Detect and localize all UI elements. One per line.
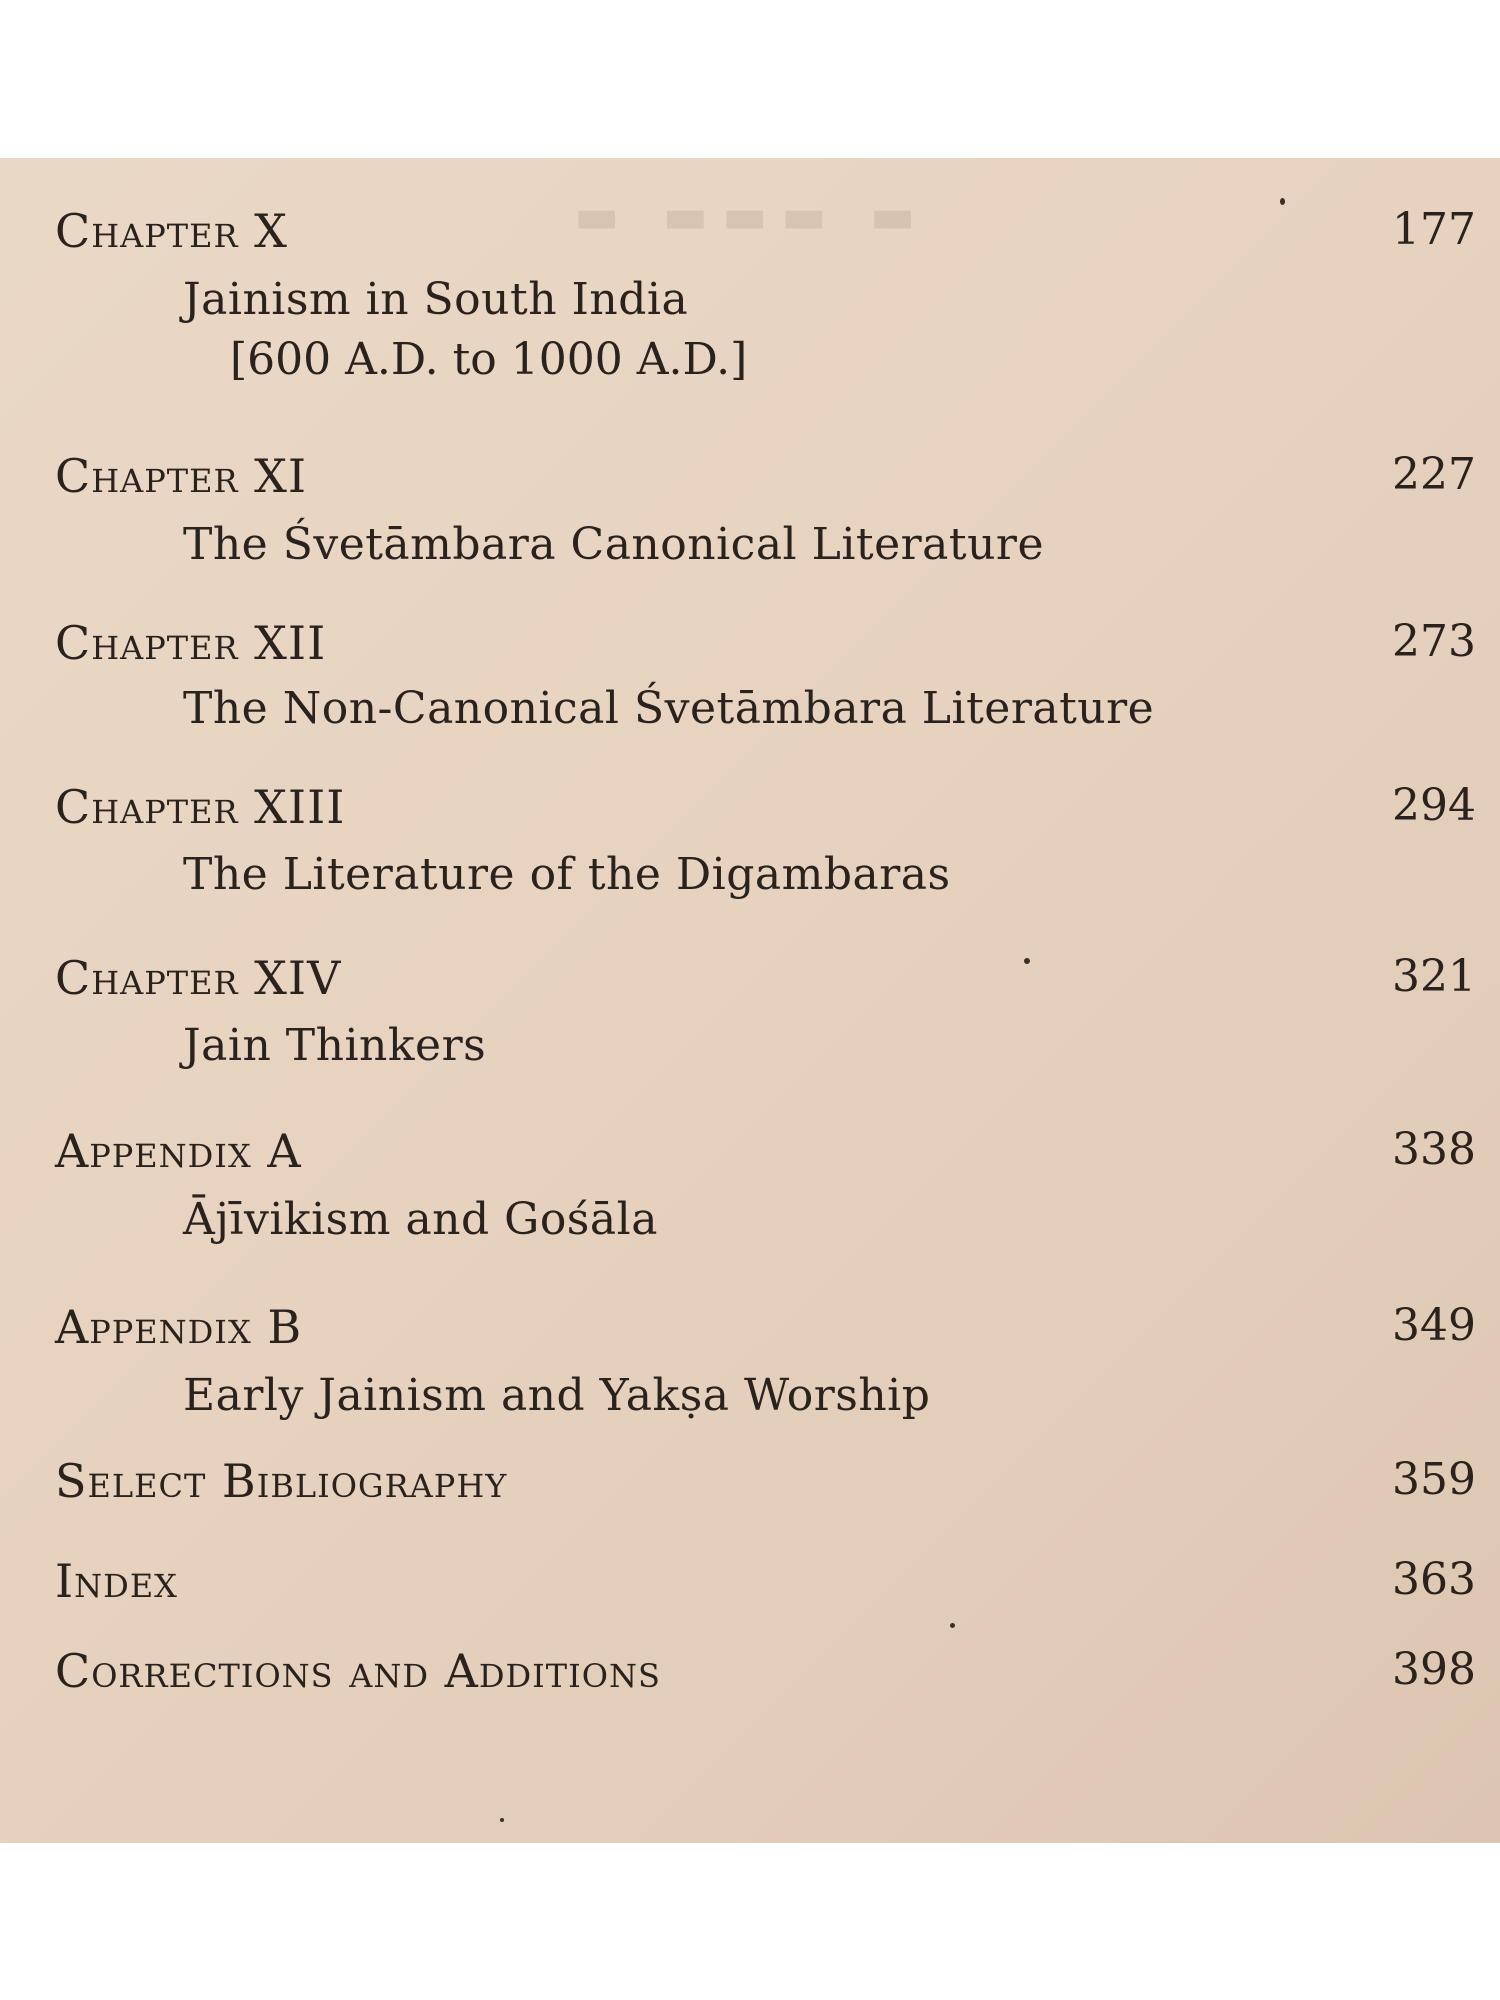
- entry-title: The Śvetāmbara Canonical Literature: [183, 519, 1044, 570]
- ink-speck: [500, 1818, 504, 1822]
- entry-label: Index: [55, 1554, 178, 1608]
- entry-page-number: 359: [1392, 1454, 1476, 1505]
- entry-label: Appendix B: [55, 1300, 303, 1354]
- entry-title: Early Jainism and Yakṣa Worship: [183, 1370, 931, 1421]
- entry-label: Chapter XIV: [55, 951, 342, 1005]
- entry-title: Jain Thinkers: [183, 1020, 487, 1071]
- entry-title: The Literature of the Digambaras: [183, 849, 951, 900]
- entry-page-number: 338: [1392, 1124, 1476, 1175]
- entry-label: Appendix A: [55, 1124, 302, 1178]
- entry-title: Ājīvikism and Gośāla: [183, 1194, 658, 1245]
- ink-speck: [950, 1623, 955, 1628]
- entry-page-number: 273: [1392, 616, 1476, 667]
- entry-label: Chapter XIII: [55, 780, 346, 834]
- entry-page-number: 227: [1392, 449, 1476, 500]
- ink-speck: [1024, 958, 1030, 964]
- show-through-texture: ▬ ▬▬▬ ▬: [560, 188, 916, 244]
- ink-speck: [1280, 198, 1285, 205]
- entry-page-number: 398: [1392, 1644, 1476, 1695]
- entry-page-number: 321: [1392, 951, 1476, 1002]
- entry-page-number: 363: [1392, 1554, 1476, 1605]
- entry-label: Chapter X: [55, 204, 288, 258]
- book-page: [0, 158, 1500, 1843]
- entry-title: Jainism in South India: [183, 274, 689, 325]
- entry-label: Corrections and Additions: [55, 1644, 661, 1698]
- entry-subtitle: [600 A.D. to 1000 A.D.]: [230, 334, 748, 385]
- entry-label: Chapter XII: [55, 616, 327, 670]
- entry-label: Select Bibliography: [55, 1454, 508, 1508]
- entry-label: Chapter XI: [55, 449, 308, 503]
- entry-page-number: 294: [1392, 780, 1476, 831]
- entry-page-number: 349: [1392, 1300, 1476, 1351]
- entry-page-number: 177: [1392, 204, 1476, 255]
- entry-title: The Non-Canonical Śvetāmbara Literature: [183, 683, 1155, 734]
